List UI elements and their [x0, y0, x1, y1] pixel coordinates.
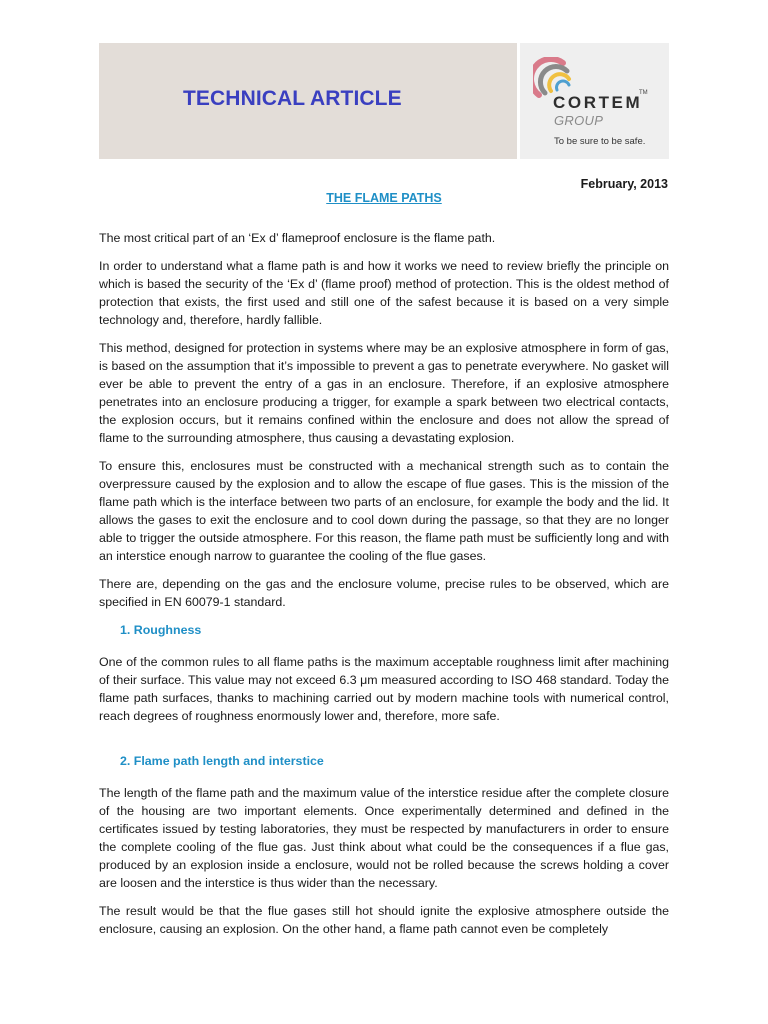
section-heading-roughness: 1. Roughness: [120, 623, 202, 637]
paragraph: There are, depending on the gas and the enclosure volume, precise rules to be observed, which are specified in EN 60079-1 standard.: [99, 577, 669, 609]
paragraph: This method, designed for protection in systems where may be an explosive atmosphere in form of gas, is based on the assumption that it’s impossible to prevent a gas to penetrate everywhere. No gasket will ever be able to prevent the entry of a gas in an enclosure. Therefore, if an explosive atmosphere penetrates into an enclosure producing a trigger, for example a spark between two electrical contacts, the explosion occurs, but it remains confined within the enclosure and does not allow the spread of flame to the surrounding atmosphere, thus causing a devastating explosion.: [99, 341, 669, 445]
paragraph: The most critical part of an ‘Ex d’ flameproof enclosure is the flame path.: [99, 231, 496, 245]
banner-title: TECHNICAL ARTICLE: [183, 87, 402, 110]
paragraph: To ensure this, enclosures must be constructed with a mechanical strength such as to contain the overpressure caused by the explosion and to allow the escape of flue gases. This is the mission of the flame path which is the interface between two parts of an enclosure, for example the body and the lid. It allows the gases to exit the enclosure and to cool down during the passage, so that they are no longer able to trigger the outside atmosphere. For this reason, the flame path must be sufficiently long and with an interstice enough narrow to guarantee the cooling of the flue gases.: [99, 459, 669, 563]
article-date: February, 2013: [580, 177, 668, 191]
logo-slogan: To be sure to be safe.: [554, 136, 646, 147]
section-heading-flame-path-length: 2. Flame path length and interstice: [120, 754, 324, 768]
paragraph: In order to understand what a flame path is and how it works we need to review briefly the principle on which is based the security of the ‘Ex d’ (flame proof) method of protection. This is the oldest method of protection that exists, the first used and still one of the safest because it is based on a very simple technology and, therefore, hardly fallible.: [99, 259, 669, 327]
article-header: [99, 43, 669, 159]
header-banner: [99, 43, 517, 159]
paragraph: One of the common rules to all flame paths is the maximum acceptable roughness limit after machining of their surface. This value may not exceed 6.3 μm measured according to ISO 468 standard. Today the flame path surfaces, thanks to machining carried out by modern machine tools with numerical control, reach degrees of roughness enormously lower and, therefore, more safe.: [99, 655, 669, 723]
article-title: THE FLAME PATHS: [326, 191, 442, 205]
paragraph: The length of the flame path and the maximum value of the interstice residue after the complete closure of the housing are two important elements. Once experimentally determined and defined in the certificates issued by testing laboratories, they must be respected by manufacturers in order to ensure the complete cooling of the flue gas. Just think about what could be the consequences if a flue gas, produced by an explosion inside a enclosure, would not be rolled because the screws holding a cover are loosen and the interstice is thus wider than the necessary.: [99, 786, 669, 890]
company-logo: [520, 43, 669, 159]
logo-group: GROUP: [554, 113, 604, 128]
article-body: [99, 229, 669, 938]
logo-trademark: TM: [639, 90, 648, 96]
paragraph: The result would be that the flue gases still hot should ignite the explosive atmosphere outside the enclosure, causing an explosion. On the other hand, a flame path cannot even be completely: [99, 904, 669, 936]
logo-name: CORTEM: [553, 93, 643, 112]
